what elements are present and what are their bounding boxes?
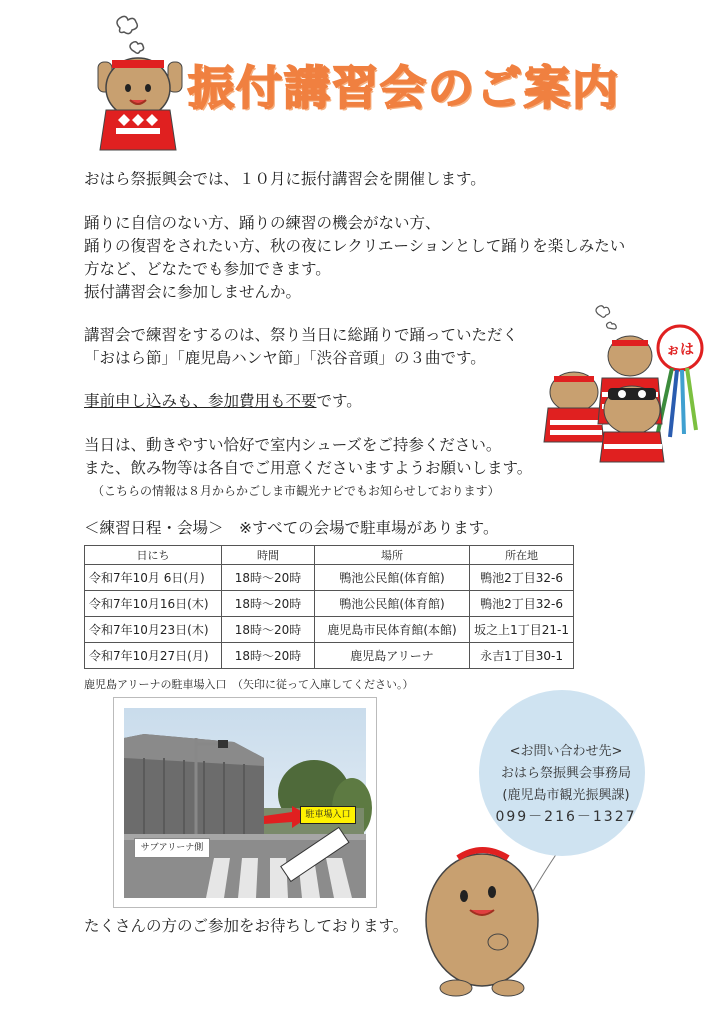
contact-dept: (鹿児島市観光振興課): [502, 788, 630, 803]
header-venue: 場所: [314, 546, 469, 565]
parking-entrance-label: 駐車場入口: [300, 806, 356, 824]
practice-line-1: 講習会で練習をするのは、祭り当日に総踊りで踊っていただく: [84, 326, 519, 344]
intro-line-5: 振付講習会に参加しませんか。: [84, 283, 302, 301]
parking-entrance-photo: [114, 698, 376, 907]
mascot-top-left: [80, 10, 190, 160]
contact-phone: 099－216－1327: [495, 809, 637, 825]
cell-venue: 鹿児島アリーナ: [314, 643, 469, 669]
cell-address: 鴨池2丁目32-6: [470, 591, 574, 617]
balloon-mascot: [412, 688, 712, 1018]
cell-date: 令和7年10月27日(月): [85, 643, 222, 669]
cell-venue: 鹿児島市民体育館(本館): [314, 617, 469, 643]
cell-address: 鴨池2丁目32-6: [470, 565, 574, 591]
schedule-heading: ＜練習日程・会場＞ ※すべての会場で駐車場があります。: [84, 519, 499, 537]
notes-line-2: また、飲み物等は各自でご用意くださいますようお願いします。: [84, 459, 533, 477]
parking-caption: 鹿児島アリーナの駐車場入口 （矢印に従って入庫してください。）: [84, 678, 414, 691]
intro-line-3: 踊りの復習をされたい方、秋の夜にレクリエーションとして踊りを楽しみたい: [84, 237, 626, 255]
fees-notice-underlined: 事前申し込みも、参加費用も不要: [84, 392, 317, 410]
fees-notice-suffix: です。: [316, 392, 362, 410]
header-address: 所在地: [470, 546, 574, 565]
cell-date: 令和7年10月16日(木): [85, 591, 222, 617]
cell-address: 坂之上1丁目21-1: [470, 617, 574, 643]
cell-time: 18時～20時: [222, 591, 315, 617]
cell-time: 18時～20時: [222, 617, 315, 643]
page-title: 振付講習会のご案内: [188, 61, 620, 115]
svg-text:ぉは: ぉは: [666, 342, 694, 358]
practice-line-2: 「おはら節」「鹿児島ハンヤ節」「渋谷音頭」の３曲です。: [84, 349, 486, 367]
cell-time: 18時～20時: [222, 643, 315, 669]
cell-date: 令和7年10月23日(木): [85, 617, 222, 643]
table-row: [85, 591, 574, 617]
cell-time: 18時～20時: [222, 565, 315, 591]
mascots-group-right: [532, 302, 708, 472]
header-date: 日にち: [85, 546, 222, 565]
schedule-header-row: [85, 546, 574, 565]
fees-notice: [84, 390, 362, 413]
intro-line-1: おはら祭振興会では、１０月に振付講習会を開催します。: [84, 170, 486, 188]
table-row: [85, 565, 574, 591]
cell-date: 令和7年10月 6日(月): [85, 565, 222, 591]
cell-address: 永吉1丁目30-1: [470, 643, 574, 669]
schedule-table: [84, 545, 574, 669]
sub-arena-label: サブアリーナ側: [134, 838, 210, 858]
parking-photo: [113, 697, 377, 908]
cell-venue: 鴨池公民館(体育館): [314, 565, 469, 591]
table-row: [85, 643, 574, 669]
intro-line-4: 方など、どなたでも参加できます。: [84, 260, 331, 278]
contact-org: おはら祭振興会事務局: [500, 766, 631, 781]
contact-title: <お問い合わせ先>: [509, 744, 623, 759]
notes-line-1: 当日は、動きやすい恰好で室内シューズをご持参ください。: [84, 436, 502, 454]
table-row: [85, 617, 574, 643]
closing-message: たくさんの方のご参加をお待ちしております。: [84, 917, 409, 935]
header-time: 時間: [222, 546, 315, 565]
intro-line-2: 踊りに自信のない方、踊りの練習の機会がない方、: [84, 214, 441, 232]
notes-line-3: （こちらの情報は８月からかごしま市観光ナビでもお知らせしております）: [92, 484, 500, 498]
cell-venue: 鴨池公民館(体育館): [314, 591, 469, 617]
